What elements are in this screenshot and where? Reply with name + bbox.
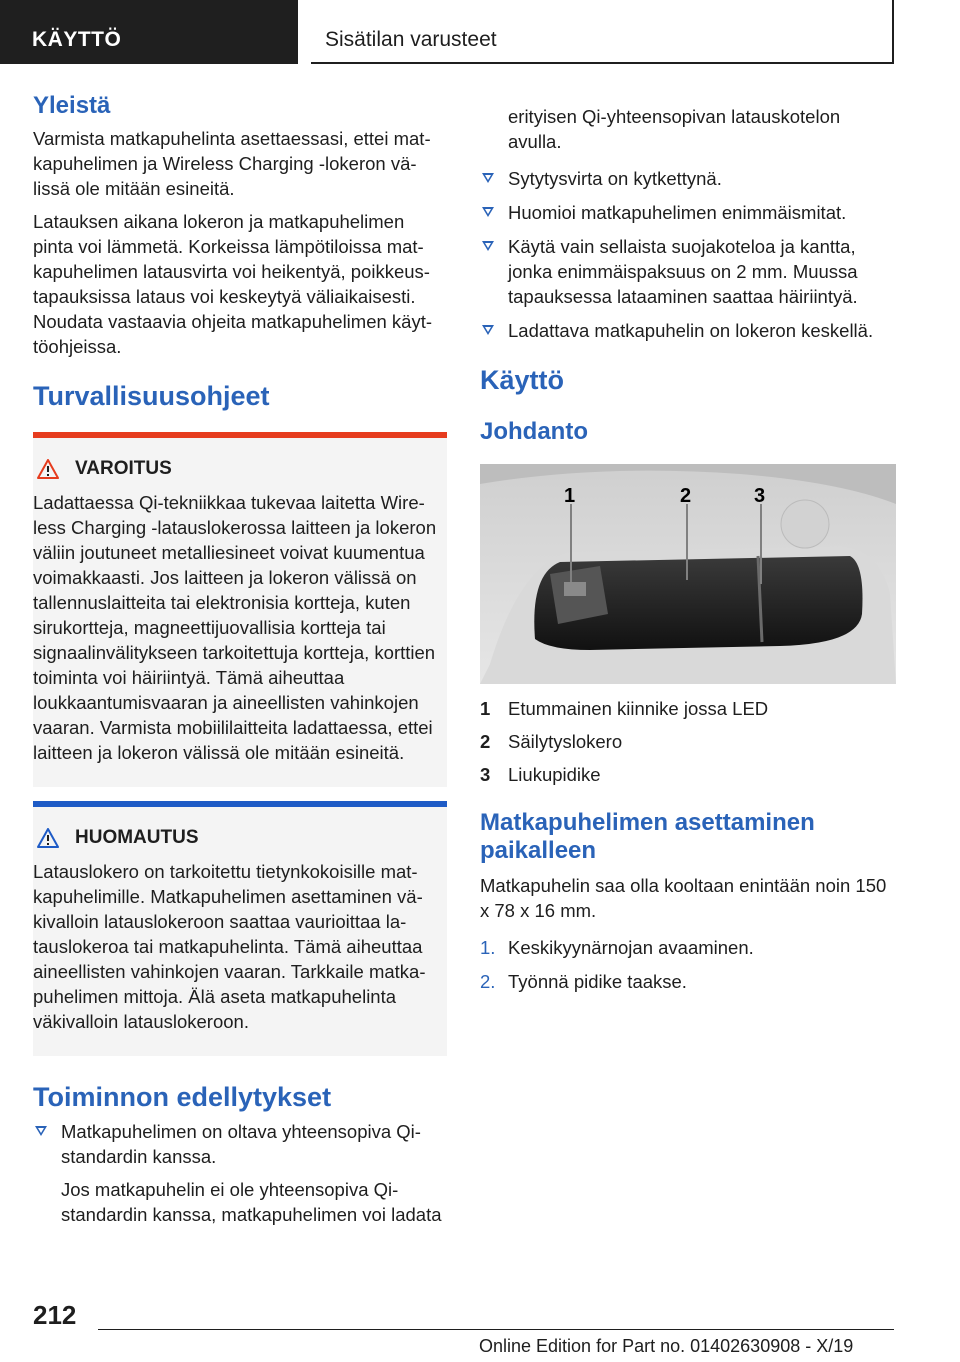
- list-item: Huomioi matkapuhelimen enimmäismitat.: [480, 200, 896, 225]
- right-column: [480, 104, 896, 1003]
- bullet-triangle-icon: [482, 207, 494, 217]
- bullet-triangle-icon: [482, 173, 494, 183]
- bullet-triangle-icon: [482, 325, 494, 335]
- heading-introduction: Johdanto: [480, 418, 588, 445]
- list-item: Käytä vain sellaista suojakoteloa ja kantta, jonka enimmäispaksuus on 2 mm. Muussa tapauksessa lataaminen saattaa häiriintyä.: [480, 234, 896, 309]
- header-chapter-label: Sisätilan varusteet: [325, 28, 497, 51]
- prerequisites-list: [33, 1119, 447, 1227]
- warning-title: VAROITUS: [75, 458, 172, 479]
- heading-usage: Käyttö: [480, 365, 565, 395]
- bullet-triangle-icon: [35, 1126, 47, 1136]
- bullet-triangle-icon: [482, 241, 494, 251]
- legend-item: 1 Etummainen kiinnike jossa LED: [480, 698, 769, 719]
- footer-divider: [98, 1329, 894, 1330]
- header-section-tab: [0, 0, 298, 64]
- header-chapter-tab: [311, 0, 894, 64]
- list-item: Ladattava matkapuhelin on lokeron keskellä.: [480, 318, 896, 343]
- notice-box: [33, 801, 447, 1056]
- heading-safety: Turvallisuusohjeet: [33, 381, 270, 411]
- figure-label-1: 1: [564, 485, 576, 507]
- paragraph-yleista-1: Varmista matkapuhelinta asettaessasi, ettei matkapuhelimen ja Wireless Charging -lokeron välissä ole mitään esineitä.: [33, 128, 431, 199]
- figure-label-2: 2: [680, 485, 692, 507]
- heading-yleista: Yleistä: [33, 92, 111, 119]
- legend-item: 2 Säilytyslokero: [480, 731, 623, 752]
- page-number: 212: [33, 1300, 77, 1330]
- notice-title: HUOMAUTUS: [75, 827, 199, 848]
- warning-triangle-icon: [37, 459, 59, 479]
- step-item: 1. Keskikyynärnojan avaaminen.: [480, 937, 754, 958]
- warning-box: [33, 432, 447, 787]
- paragraph-placing: Matkapuhelin saa olla kooltaan enintään noin 150 x 78 x 16 mm.: [480, 875, 887, 921]
- storage-compartment-figure: [480, 464, 896, 684]
- notice-text: Latauslokero on tarkoitettu tietynkokoisille matkapuhelimille. Matkapuhelimen asettaminen väkivalloin latauslokeroon saattaa vaurioittaa latauslokeroa tai matkapuhelinta. Tämä aiheuttaa aineellisten vahinkojen vaaran. Tarkkaile matkapuhelimen mittoja. Älä aseta matkapuhelinta väkivalloin latauslokeroon.: [33, 861, 426, 1032]
- figure-label-3: 3: [754, 485, 766, 507]
- heading-prerequisites: Toiminnon edellytykset: [33, 1082, 332, 1112]
- notice-title-row: [33, 827, 447, 849]
- warning-title-row: [33, 458, 447, 480]
- legend-item: 3 Liukupidike: [480, 764, 601, 785]
- footer-edition: Online Edition for Part no. 01402630908 - X/19: [479, 1336, 854, 1356]
- steps-list: [480, 935, 896, 994]
- list-item: Sytytysvirta on kytkettynä.: [480, 166, 896, 191]
- paragraph-continuation: erityisen Qi-yhteensopivan latauskotelon avulla.: [508, 106, 841, 152]
- figure-legend: [480, 696, 896, 787]
- left-column: [33, 92, 447, 1236]
- step-item: 2. Työnnä pidike taakse.: [480, 971, 687, 992]
- warning-text: Ladattaessa Qi-tekniikkaa tukevaa laitetta Wireless Charging -latauslokerossa laitteen ja lokeron väliin joutuneet metalliesineet voivat kuumentua voimakkaasti. Jos laitteen ja lokeron välissä on tallennuslaitteita tai elektronisia kortteja, kuten sirukortteja, magneettijuovallisia kortteja tai signaalinvälitykseen tarkoitettuja kortteja, korttien toiminta voi häiriintyä. Tämä aiheuttaa loukkaantumisvaaran ja aineellisten vahinkojen vaaran. Varmista mobiililaitteita ladattaessa, ettei laitteen ja lokeron välissä ole mitään esineitä.: [33, 492, 437, 763]
- list-item: Matkapuhelimen on oltava yhteensopiva Qi-standardin kanssa. Jos matkapuhelin ei ole yhteensopiva Qi-standardin kanssa, matkapuhelimen voi ladata: [33, 1119, 447, 1227]
- paragraph-yleista-2: Latauksen aikana lokeron ja matkapuhelimen pinta voi lämmetä. Korkeissa lämpötiloissa matkapuhelimen latausvirta voi heikentyä, poikkeustapauksissa lataus voi keskeytyä väliaikaisesti. Noudata vastaavia ohjeita matkapuhelimen käyttöohjeissa.: [33, 211, 433, 357]
- heading-placing-phone: Matkapuhelimen asettaminen paikalleen: [480, 809, 815, 864]
- header-section-label: KÄYTTÖ: [32, 28, 122, 51]
- requirements-list: [480, 166, 896, 343]
- storage-compartment-illustration: [480, 464, 896, 684]
- notice-triangle-icon: [37, 828, 59, 848]
